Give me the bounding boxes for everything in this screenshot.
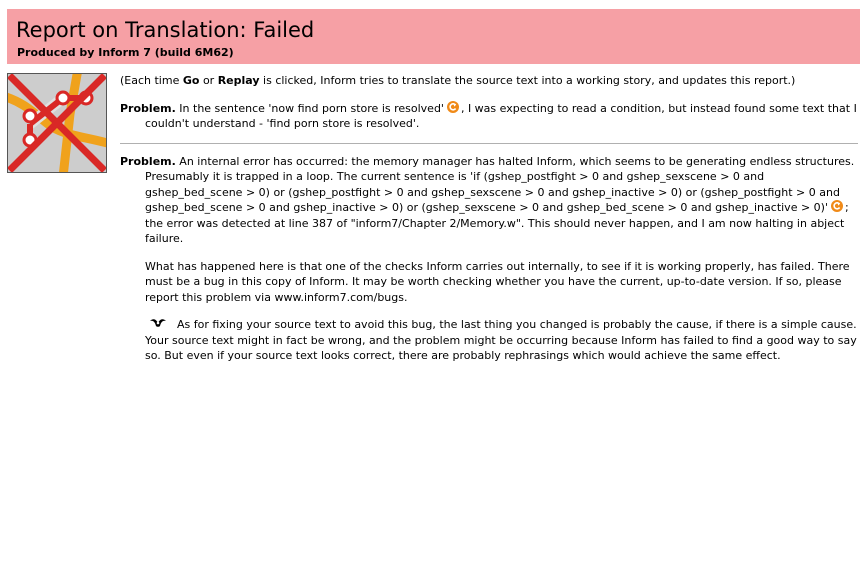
problem-label: Problem. <box>120 101 176 115</box>
problem-message-1 <box>120 101 858 132</box>
source-link-icon[interactable] <box>447 101 459 113</box>
intro-note <box>120 73 858 89</box>
report-banner <box>7 9 860 64</box>
problem-message-2 <box>120 154 858 247</box>
fix-advice <box>145 317 858 364</box>
intro-text-1: (Each time <box>120 74 183 87</box>
problem-label: Problem. <box>120 154 176 168</box>
divider <box>120 143 858 144</box>
fix-advice-text: As for fixing your source text to avoid this bug, the last thing you changed is probably the cause, if there is a simple cause. Your source text might in fact be wrong, and the problem might be occurring because Inform has failed to find a good way to say so. But even if your source text looks correct, there are probably rephrasings which would achieve the same effect. <box>145 318 857 362</box>
problem-text: An internal error has occurred: the memory manager has halted Inform, which seems to be generating endless structures. Presumably it is trapped in a loop. The current sentence is 'if (gshep_postfight > 0 and gshep_sexscene > 0 and gshep_bed_scene > 0) or (gshep_postfight > 0 and gshep_sexscene > 0 and gshep_inactive > 0) or (gshep_postfight > 0 and gshep_bed_scene > 0 and gshep_inactive > 0) or (gshep_sexscene > 0 and gshep_bed_scene > 0 and gshep_inactive > 0)' <box>145 154 855 214</box>
build-subtitle: Produced by Inform 7 (build 6M62) <box>17 46 234 59</box>
bug-explanation: What has happened here is that one of the checks Inform carries out internally, to see if it is working properly, has failed. There must be a bug in this copy of Inform. It may be worth checking whether you have the current, up-to-date version. If so, please report this problem via www.inform7.com/bugs. <box>145 259 850 304</box>
failed-map-icon <box>7 73 107 173</box>
intro-text-2: or <box>199 74 218 87</box>
go-keyword: Go <box>182 74 200 87</box>
problem-text-continued: ; the error was detected at line 387 of "inform7/Chapter 2/Memory.w". This should never happen, and I am now halting in abject failure. <box>145 201 849 245</box>
replay-keyword: Replay <box>217 74 260 87</box>
intro-text-3: is clicked, Inform tries to translate the source text into a working story, and updates this report.) <box>259 74 796 87</box>
page-title: Report on Translation: Failed <box>16 18 315 42</box>
problem-text-continued: , I was expecting to read a condition, but instead found some text that I couldn't understand - 'find porn store is resolved'. <box>145 101 857 130</box>
source-link-icon[interactable] <box>831 200 843 212</box>
bird-icon <box>149 317 167 327</box>
problem-text: In the sentence 'now find porn store is resolved' <box>175 101 444 115</box>
report-content <box>120 73 858 364</box>
